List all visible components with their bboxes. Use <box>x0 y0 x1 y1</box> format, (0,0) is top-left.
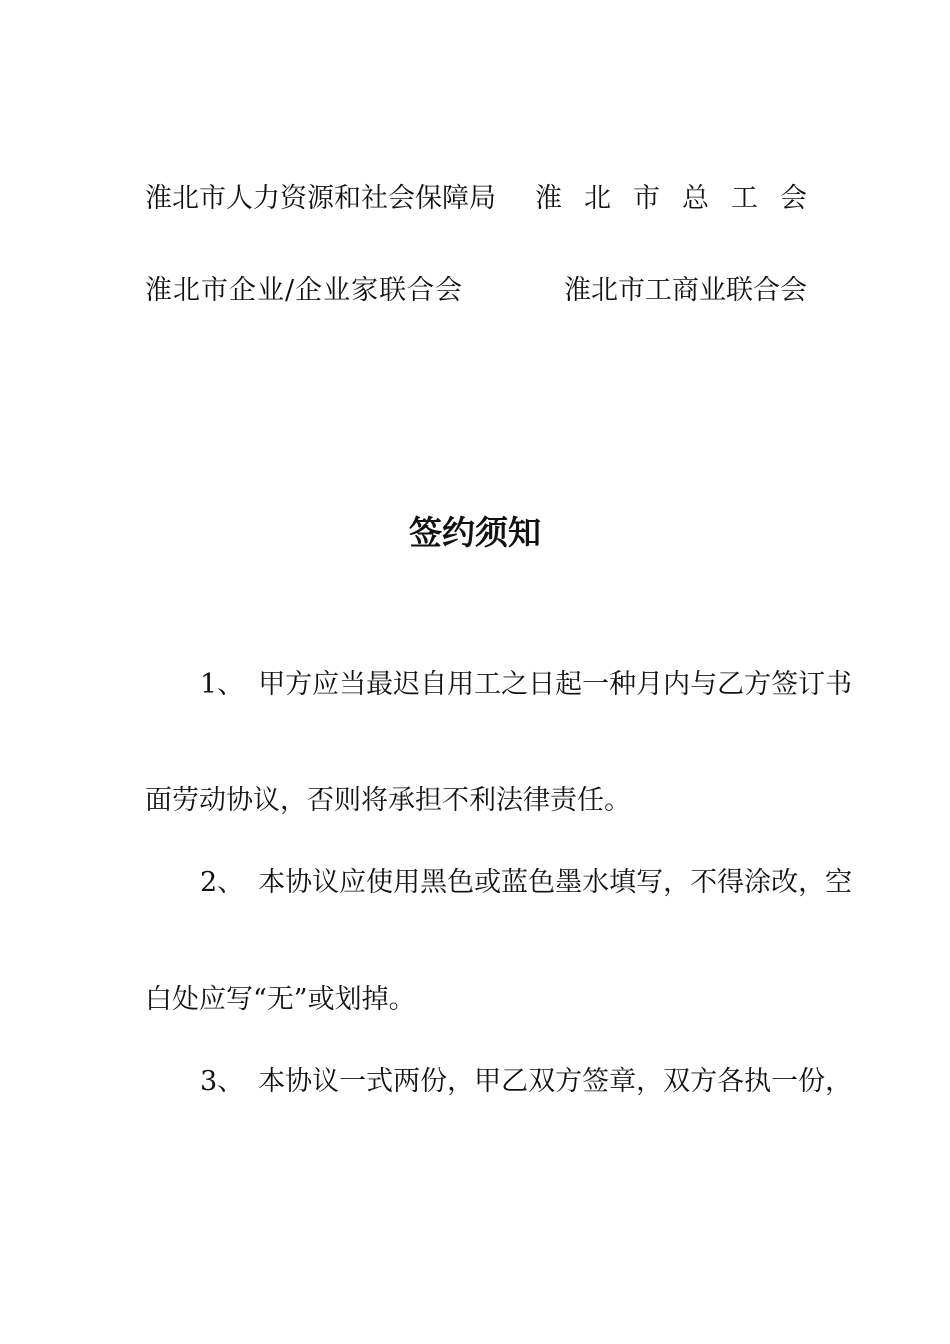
notice-item-2-line-1 <box>200 866 853 900</box>
org-enterprise-federation: 淮北市企业/企业家联合会 <box>145 275 464 306</box>
notice-item-1-number: 1、 <box>200 669 245 700</box>
notice-item-2-number: 2、 <box>200 867 245 898</box>
org-row-1 <box>145 182 829 216</box>
notice-item-1-line-2: 面劳动协议，否则将承担不利法律责任。 <box>145 785 631 816</box>
notice-title: 签约须知 <box>409 513 541 552</box>
notice-item-1-line-1 <box>200 668 853 702</box>
org-row-2 <box>145 274 807 308</box>
notice-item-2-text: 本协议应使用黑色或蓝色墨水填写，不得涂改，空 <box>258 867 853 898</box>
notice-item-2-line-2: 白处应写“无”或划掉。 <box>145 984 416 1015</box>
notice-item-3-line-1 <box>200 1065 853 1099</box>
notice-item-3-text: 本协议一式两份，甲乙双方签章，双方各执一份， <box>258 1066 853 1097</box>
org-trade-union: 淮北市总工会 <box>535 183 829 214</box>
notice-item-3-number: 3、 <box>200 1066 245 1097</box>
org-hrss-bureau: 淮北市人力资源和社会保障局 <box>145 183 496 214</box>
notice-item-1-text: 甲方应当最迟自用工之日起一种月内与乙方签订书 <box>258 669 853 700</box>
org-commerce-federation: 淮北市工商业联合会 <box>564 275 807 306</box>
